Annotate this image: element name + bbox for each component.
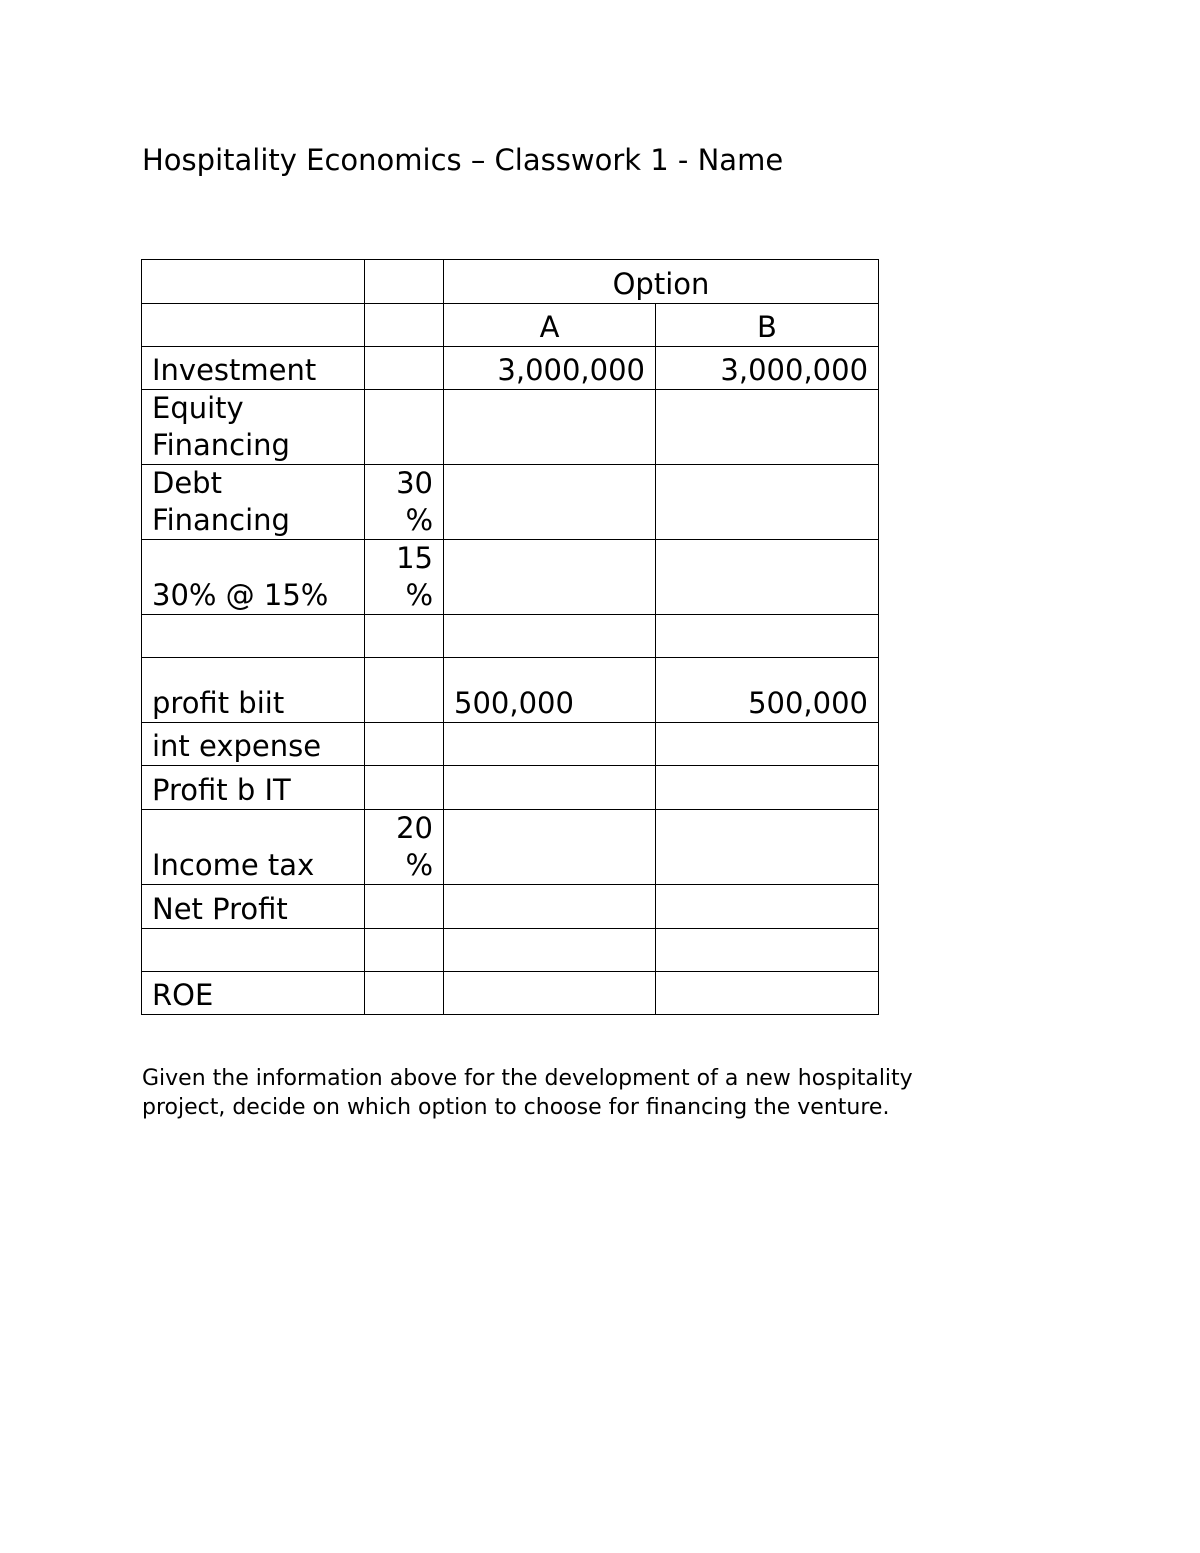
table-cell <box>656 929 879 972</box>
rate-cell <box>365 390 444 465</box>
row-label-investment: Investment <box>142 347 365 390</box>
roe-b-value <box>656 972 879 1015</box>
table-row <box>142 658 879 723</box>
rate-cell <box>365 723 444 766</box>
table-row <box>142 972 879 1015</box>
table-row <box>142 260 879 304</box>
table-row <box>142 723 879 766</box>
rate-cell <box>365 766 444 810</box>
int-expense-b-value <box>656 723 879 766</box>
option-header: Option <box>444 260 879 304</box>
rate-cell <box>365 885 444 929</box>
roe-a-value <box>444 972 656 1015</box>
page-title: Hospitality Economics – Classwork 1 - Name <box>142 143 784 177</box>
table-cell <box>444 929 656 972</box>
row-label-profit-bit: Profit b IT <box>142 766 365 810</box>
table-cell <box>365 929 444 972</box>
investment-a-value: 3,000,000 <box>444 347 656 390</box>
option-b-header: B <box>656 304 879 347</box>
table-cell <box>365 304 444 347</box>
row-label-interest: 30% @ 15% <box>142 540 365 615</box>
financing-table <box>141 259 879 1015</box>
income-tax-rate-cell: 20 % <box>365 810 444 885</box>
table-cell <box>142 304 365 347</box>
table-cell <box>142 260 365 304</box>
row-label-debt-financing: Debt Financing <box>142 465 365 540</box>
instructions-text: Given the information above for the development of a new hospitality project, decide on which option to choose for financing the venture. <box>142 1066 913 1120</box>
table-row <box>142 766 879 810</box>
table-row <box>142 390 879 465</box>
equity-b-value <box>656 390 879 465</box>
option-a-header: A <box>444 304 656 347</box>
row-label-profit-biit: profit biit <box>142 658 365 723</box>
profit-biit-a-value: 500,000 <box>444 658 656 723</box>
table-cell <box>365 615 444 658</box>
income-tax-a-value <box>444 810 656 885</box>
income-tax-b-value <box>656 810 879 885</box>
investment-b-value: 3,000,000 <box>656 347 879 390</box>
table-row <box>142 885 879 929</box>
table-row <box>142 929 879 972</box>
table-cell <box>142 929 365 972</box>
rate-cell <box>365 658 444 723</box>
table-row <box>142 347 879 390</box>
debt-rate-cell: 30 % <box>365 465 444 540</box>
row-label-roe: ROE <box>142 972 365 1015</box>
debt-b-value <box>656 465 879 540</box>
row-label-equity-financing: Equity Financing <box>142 390 365 465</box>
debt-a-value <box>444 465 656 540</box>
table-row <box>142 615 879 658</box>
int-expense-a-value <box>444 723 656 766</box>
net-profit-a-value <box>444 885 656 929</box>
row-label-net-profit: Net Profit <box>142 885 365 929</box>
table-row <box>142 465 879 540</box>
interest-a-value <box>444 540 656 615</box>
row-label-income-tax: Income tax <box>142 810 365 885</box>
row-label-int-expense: int expense <box>142 723 365 766</box>
table-row <box>142 540 879 615</box>
table-row <box>142 810 879 885</box>
profit-bit-a-value <box>444 766 656 810</box>
profit-bit-b-value <box>656 766 879 810</box>
rate-cell <box>365 972 444 1015</box>
table-cell <box>444 615 656 658</box>
equity-a-value <box>444 390 656 465</box>
interest-rate-cell: 15 % <box>365 540 444 615</box>
rate-cell <box>365 347 444 390</box>
table-cell <box>656 615 879 658</box>
table-row <box>142 304 879 347</box>
net-profit-b-value <box>656 885 879 929</box>
table-cell <box>142 615 365 658</box>
table-cell <box>365 260 444 304</box>
interest-b-value <box>656 540 879 615</box>
profit-biit-b-value: 500,000 <box>656 658 879 723</box>
